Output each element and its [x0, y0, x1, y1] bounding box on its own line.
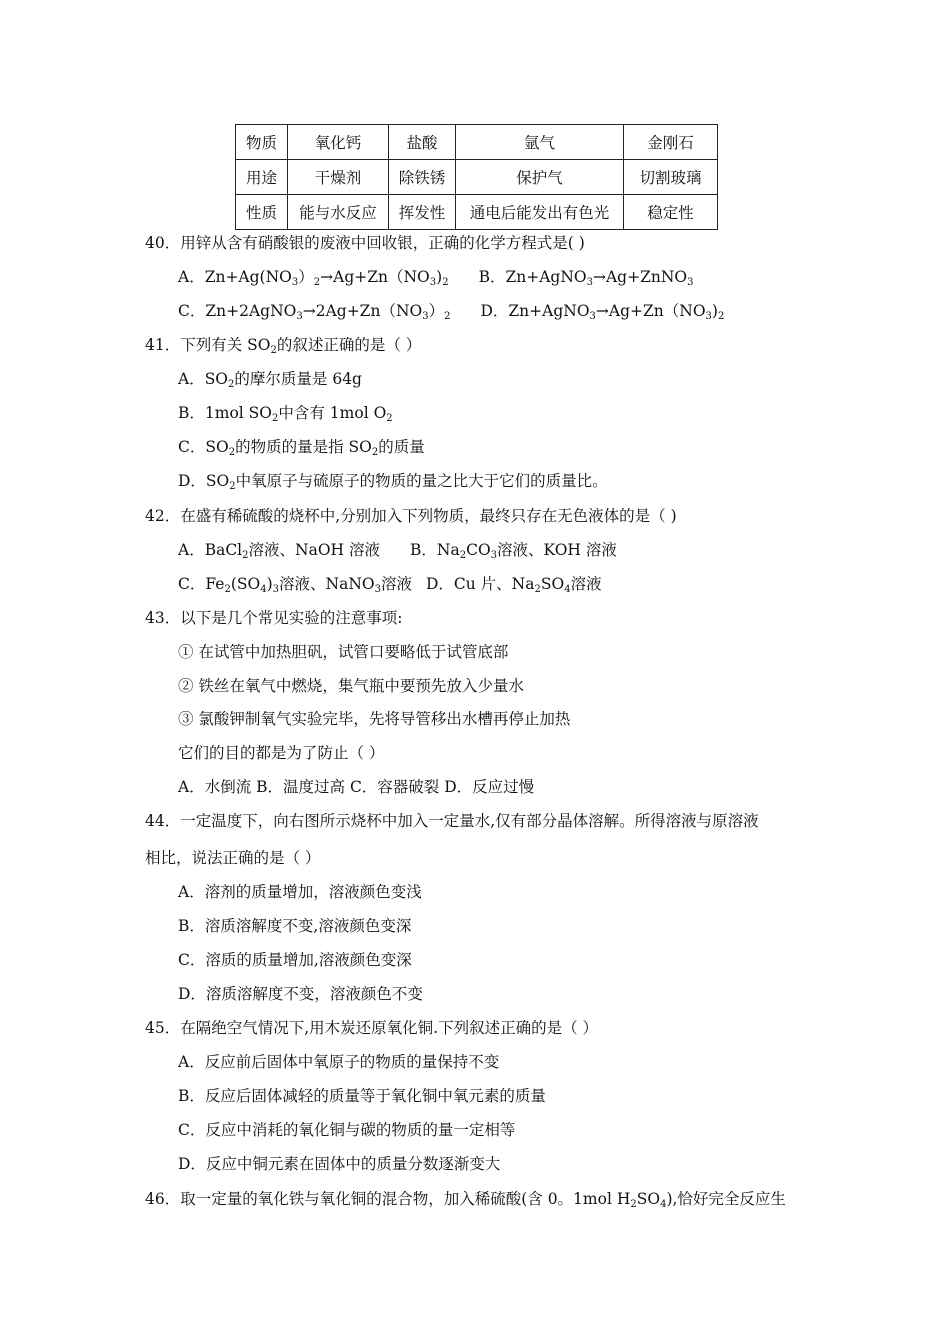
option-c: C．$Zn+2AgNO_3\to 2Ag+Zn(NO_3)_2$ — [178, 302, 451, 322]
table-row — [236, 160, 718, 195]
table-cell: 能与水反应 — [288, 195, 389, 230]
option-a: A．BaCl$_2$溶液、NaOH 溶液 — [178, 541, 380, 561]
question-40-options-cd — [178, 301, 724, 321]
question-42-options-cd — [178, 574, 602, 594]
question-42-options-ab — [178, 540, 617, 560]
question-46-stem: 46．取一定量的氧化铁与氧化铜的混合物，加入稀硫酸(含 0。1mol $H_2SO_4$),恰好完全反应生 — [145, 1190, 786, 1210]
table-cell: 氩气 — [456, 125, 624, 160]
table-cell: 盐酸 — [389, 125, 456, 160]
question-42-stem: 42．在盛有稀硫酸的烧杯中,分别加入下列物质，最终只存在无色液体的是（ ) — [145, 507, 677, 525]
option-c: C．$Fe_2(SO_4)_3$溶液、NaNO$_3$溶液 — [178, 575, 412, 595]
properties-table — [235, 124, 718, 230]
question-43-options: A．水倒流 B．温度过高 C．容器破裂 D．反应过慢 — [178, 778, 535, 796]
table-cell: 干燥剂 — [288, 160, 389, 195]
option-b: B．反应后固体减轻的质量等于氧化铜中氧元素的质量 — [178, 1087, 546, 1105]
option-c: C．溶质的质量增加,溶液颜色变深 — [178, 951, 412, 969]
list-item: ① 在试管中加热胆矾，试管口要略低于试管底部 — [178, 643, 509, 661]
question-41-stem: 41．下列有关 $SO_2$的叙述正确的是（ ） — [145, 336, 422, 356]
option-a: A．$Zn+Ag(NO_3)_2\to Ag+Zn(NO_3)_2$ — [178, 268, 449, 288]
option-b: B．溶质溶解度不变,溶液颜色变深 — [178, 917, 412, 935]
question-43-stem: 43．以下是几个常见实验的注意事项: — [145, 609, 403, 627]
question-44-stem: 44．一定温度下，向右图所示烧杯中加入一定量水,仅有部分晶体溶解。所得溶液与原溶液 — [145, 812, 759, 830]
option-d: D．$SO_2$中氧原子与硫原子的物质的量之比大于它们的质量比。 — [178, 472, 608, 492]
table-row — [236, 195, 718, 230]
table-cell: 金刚石 — [624, 125, 718, 160]
option-a: A．反应前后固体中氧原子的物质的量保持不变 — [178, 1053, 500, 1071]
option-c: C．反应中消耗的氧化铜与碳的物质的量一定相等 — [178, 1121, 516, 1139]
table-cell: 切割玻璃 — [624, 160, 718, 195]
table-cell: 除铁锈 — [389, 160, 456, 195]
option-d: D．溶质溶解度不变，溶液颜色不变 — [178, 985, 423, 1003]
option-d: D．反应中铜元素在固体中的质量分数逐渐变大 — [178, 1155, 501, 1173]
table-cell: 通电后能发出有色光 — [456, 195, 624, 230]
option-b: B．$Na_2CO_3$溶液、KOH 溶液 — [410, 541, 617, 561]
table-cell: 稳定性 — [624, 195, 718, 230]
option-d: D．$Zn+AgNO_3\to Ag+Zn(NO_3)_2$ — [480, 302, 725, 322]
table-cell: 性质 — [236, 195, 288, 230]
option-b: B．1mol $SO_2$中含有 1mol $O_2$ — [178, 404, 393, 424]
question-43-prompt: 它们的目的都是为了防止（ ） — [178, 744, 385, 762]
table-row — [236, 125, 718, 160]
option-b: B．Zn+AgNO$_3$→Ag+ZnNO$_3$ — [478, 268, 694, 288]
list-item: ③ 氯酸钾制氧气实验完毕，先将导管移出水槽再停止加热 — [178, 710, 571, 728]
table-cell: 用途 — [236, 160, 288, 195]
option-c: C．$SO_2$的物质的量是指 $SO_2$的质量 — [178, 438, 425, 458]
option-a: A．$SO_2$的摩尔质量是 64g — [178, 370, 362, 390]
list-item: ② 铁丝在氧气中燃烧，集气瓶中要预先放入少量水 — [178, 677, 524, 695]
question-40-stem: 40．用锌从含有硝酸银的废液中回收银，正确的化学方程式是( ) — [145, 234, 585, 252]
option-a: A．溶剂的质量增加，溶液颜色变浅 — [178, 883, 422, 901]
table-cell: 挥发性 — [389, 195, 456, 230]
table-cell: 保护气 — [456, 160, 624, 195]
question-44-stem-cont: 相比，说法正确的是（ ） — [145, 849, 321, 867]
option-d: D．Cu 片、$Na_2SO_4$溶液 — [425, 575, 602, 595]
table-cell: 物质 — [236, 125, 288, 160]
table-cell: 氧化钙 — [288, 125, 389, 160]
question-40-options-ab — [178, 267, 693, 287]
question-45-stem: 45．在隔绝空气情况下,用木炭还原氧化铜.下列叙述正确的是（ ） — [145, 1019, 599, 1037]
